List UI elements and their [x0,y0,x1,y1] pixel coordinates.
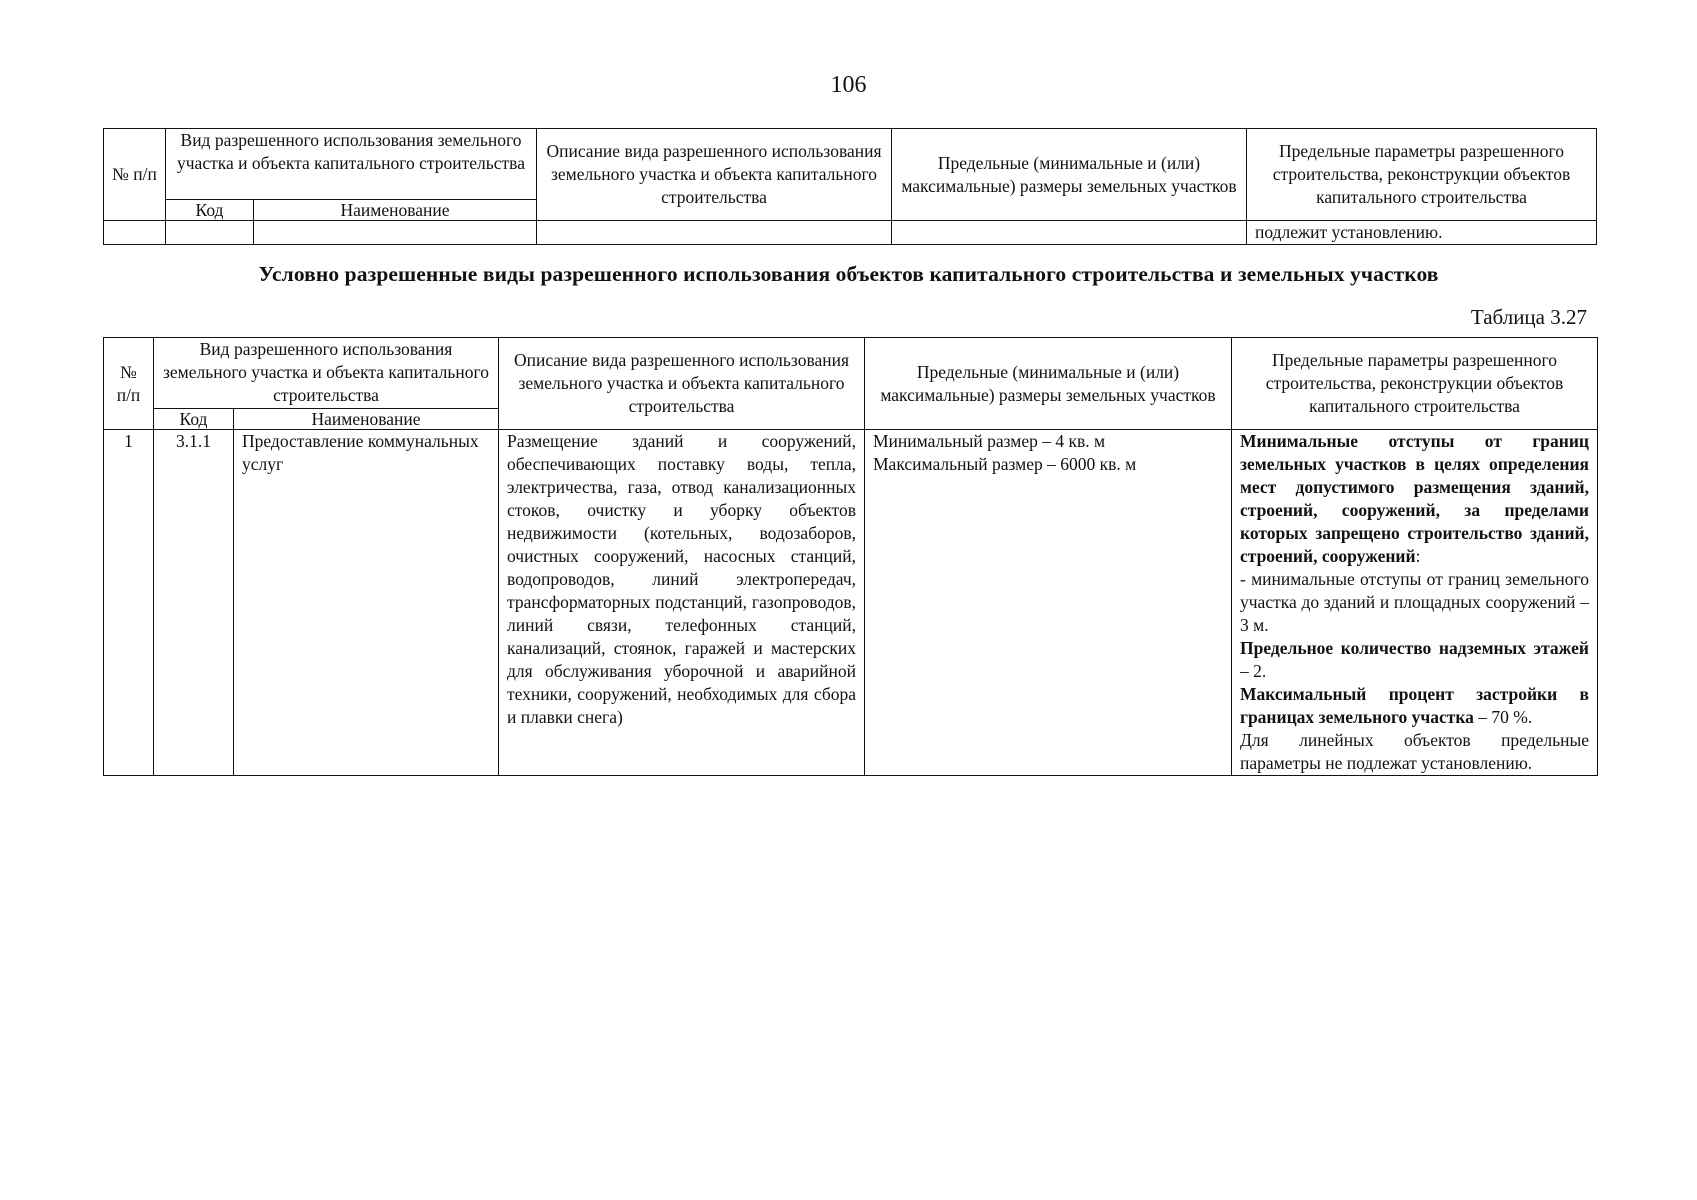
continued-table [103,128,1597,245]
cell-empty [537,221,892,245]
row-num: 1 [104,430,154,776]
page-number: 106 [830,72,867,98]
header-code: Код [154,409,234,430]
floors-value: – 2. [1240,661,1267,681]
row-description: Размещение зданий и сооружений, обеспечивающих поставку воды, тепла, электричества, газа, отвод канализационных стоков, очистку и уборку объектов недвижимости (котельных, водозаборов, очистных сооружений, насосных станций, водопроводов, линий электропередач, трансформаторных подстанций, газопроводов, линий связи, телефонных станций, канализаций, стоянок, гаражей и мастерских для обслуживания уборочной и аварийной техники, сооружений, необходимых для сбора и плавки снега) [499,430,865,776]
cell-empty [254,221,537,245]
header-sizes: Предельные (минимальные и (или) максимальные) размеры земельных участков [892,129,1247,221]
setback-colon: : [1415,546,1421,566]
coverage-heading: Максимальный процент застройки в границах земельного участка [1240,684,1589,727]
setback-text: - минимальные отступы от границ земельного участка до зданий и площадных сооружений – 3 м. [1240,569,1589,635]
header-params: Предельные параметры разрешенного строительства, реконструкции объектов капитального строительства [1247,129,1597,221]
header-num: № п/п [104,338,154,430]
header-code: Код [166,200,254,221]
cell-empty [892,221,1247,245]
section-title: Условно разрешенные виды разрешенного использования объектов капитального строительства и земельных участков [258,262,1439,286]
continuation-text: подлежит установлению. [1247,221,1597,245]
floors-heading: Предельное количество надземных этажей [1240,638,1589,658]
cell-empty [104,221,166,245]
linear-text: Для линейных объектов предельные параметры не подлежат установлению. [1240,730,1589,773]
header-vid [154,338,499,409]
header-vid [166,129,537,200]
size-min: Минимальный размер – 4 кв. м [873,431,1106,451]
table-label: Таблица 3.27 [1470,305,1587,329]
header-num: № п/п [104,129,166,221]
table-row [104,430,1598,776]
cell-empty [166,221,254,245]
header-vid-text: Вид разрешенного использования земельного участка и объекта капитального строительства [163,339,489,405]
row-code: 3.1.1 [154,430,234,776]
header-name: Наименование [254,200,537,221]
row-params [1232,430,1598,776]
land-use-table [103,337,1598,776]
row-sizes [865,430,1232,776]
header-name: Наименование [234,409,499,430]
header-vid-text: Вид разрешенного использования земельного участка и объекта капитального строительства [177,130,525,173]
setback-heading: Минимальные отступы от границ земельных участков в целях определения мест допустимого размещения зданий, строений, сооружений, за пределами которых запрещено строительство зданий, строений, сооружений [1240,431,1589,566]
header-description: Описание вида разрешенного использования земельного участка и объекта капитального строительства [537,129,892,221]
row-name: Предоставление коммунальных услуг [234,430,499,776]
coverage-value: – 70 %. [1473,707,1533,727]
header-sizes: Предельные (минимальные и (или) максимальные) размеры земельных участков [865,338,1232,430]
size-max: Максимальный размер – 6000 кв. м [873,454,1137,474]
header-description: Описание вида разрешенного использования земельного участка и объекта капитального строительства [499,338,865,430]
header-params: Предельные параметры разрешенного строительства, реконструкции объектов капитального строительства [1232,338,1598,430]
